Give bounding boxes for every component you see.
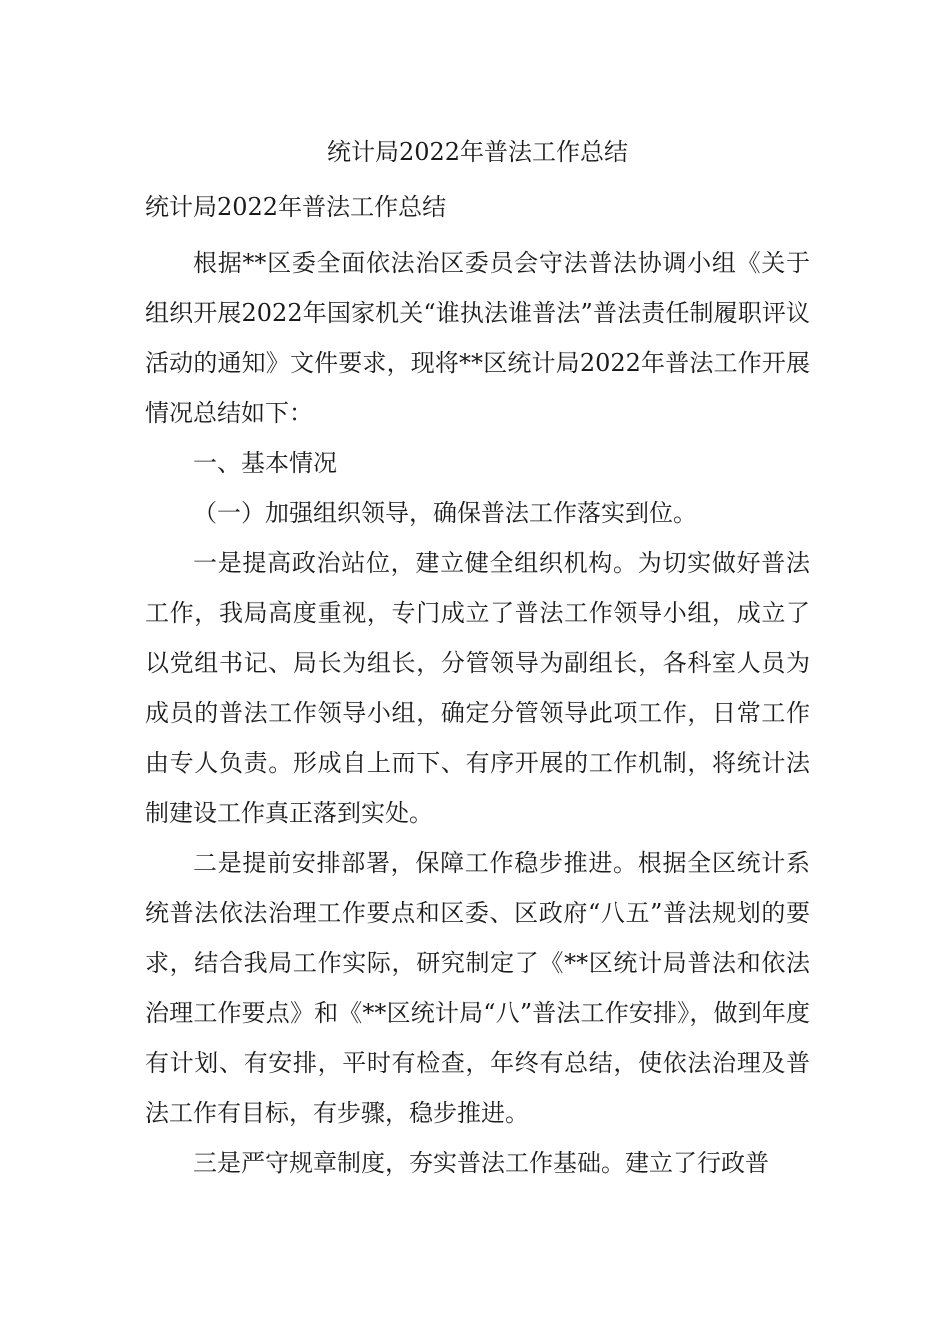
document-title: 统计局2022年普法工作总结 <box>326 138 629 166</box>
paragraph-point-two: 二是提前安排部署，保障工作稳步推进。根据全区统计系统普法依法治理工作要点和区委、区政府“八五”普法规划的要求，结合我局工作实际，研究制定了《**区统计局普法和依法治理工作要点》和《**区统计局“八”普法工作安排》，做到年度有计划、有安排，平时有检查，年终有总结，使依法治理及普法工作有目标，有步骤，稳步推进。 <box>145 849 810 1127</box>
section-heading-basic: 一、基本情况 <box>193 449 337 477</box>
subsection-heading-organization: （一）加强组织领导，确保普法工作落实到位。 <box>193 499 697 527</box>
intro-paragraph: 根据**区委全面依法治区委员会守法普法协调小组《关于组织开展2022年国家机关“谁执法谁普法”普法责任制履职评议活动的通知》文件要求，现将**区统计局2022年普法工作开展情况总结如下： <box>145 249 810 427</box>
paragraph-point-one: 一是提高政治站位，建立健全组织机构。为切实做好普法工作，我局高度重视，专门成立了普法工作领导小组，成立了以党组书记、局长为组长，分管领导为副组长，各科室人员为成员的普法工作领导小组，确定分管领导此项工作，日常工作由专人负责。形成自上而下、有序开展的工作机制，将统计法制建设工作真正落到实处。 <box>145 549 810 827</box>
document-body <box>145 128 810 1188</box>
document-subtitle: 统计局2022年普法工作总结 <box>145 193 447 221</box>
paragraph-point-three: 三是严守规章制度，夯实普法工作基础。建立了行政普 <box>193 1149 769 1177</box>
